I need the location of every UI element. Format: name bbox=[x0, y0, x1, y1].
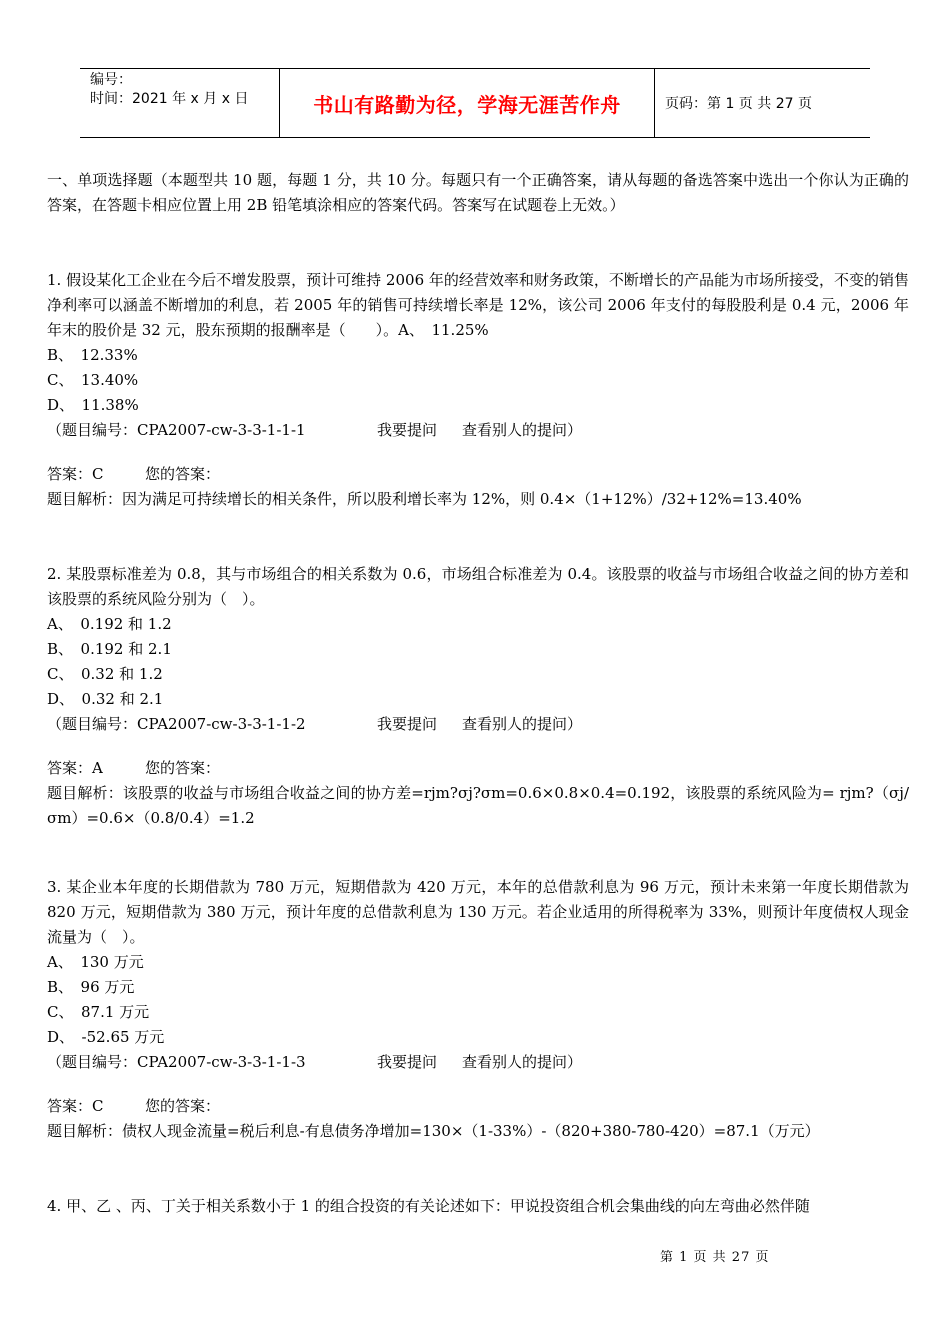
option-d: D、 -52.65 万元 bbox=[47, 1028, 165, 1046]
option-c: C、 13.40% bbox=[47, 371, 139, 389]
page-footer: 第 1 页 共 27 页 bbox=[660, 1250, 770, 1265]
ask-question-link[interactable]: 我要提问 bbox=[377, 421, 438, 439]
answer-line bbox=[47, 462, 909, 487]
your-answer: 您的答案： bbox=[145, 759, 221, 777]
question-stem: 3. 某企业本年度的长期借款为 780 万元，短期借款为 420 万元，本年的总借款利息为 96 万元，预计未来第一年度长期借款为 820 万元，短期借款为 380 万元，预计年度的总借款利息为 130 万元。若企业适用的所得税率为 33%，则预计年度债权人现金流量为（ ）。 bbox=[47, 878, 909, 946]
option-c: C、 0.32 和 1.2 bbox=[47, 665, 163, 683]
question-id: （题目编号：CPA2007-cw-3-3-1-1-1 bbox=[47, 421, 306, 439]
option-b: B、 12.33% bbox=[47, 346, 138, 364]
correct-answer: 答案：C bbox=[47, 1097, 104, 1115]
your-answer: 您的答案： bbox=[145, 465, 221, 483]
header-left-cell bbox=[80, 69, 280, 137]
question-id: （题目编号：CPA2007-cw-3-3-1-1-3 bbox=[47, 1053, 306, 1071]
question-meta bbox=[47, 418, 909, 443]
ask-question-link[interactable]: 我要提问 bbox=[377, 715, 438, 733]
analysis: 题目解析：债权人现金流量=税后利息-有息债务净增加=130×（1-33%）-（820+380-780-420）=87.1（万元） bbox=[47, 1122, 820, 1140]
question-meta bbox=[47, 712, 909, 737]
analysis: 题目解析：因为满足可持续增长的相关条件，所以股利增长率为 12%，则 0.4×（1+12%）/32+12%=13.40% bbox=[47, 490, 802, 508]
option-a: A、 0.192 和 1.2 bbox=[47, 615, 172, 633]
your-answer: 您的答案： bbox=[145, 1097, 221, 1115]
section-intro: 一、单项选择题（本题型共 10 题，每题 1 分，共 10 分。每题只有一个正确答案，请从每题的备选答案中选出一个你认为正确的答案，在答题卡相应位置上用 2B 铅笔填涂相应的答案代码。答案写在试题卷上无效。） bbox=[47, 171, 909, 214]
ask-question-link[interactable]: 我要提问 bbox=[377, 1053, 438, 1071]
motto: 书山有路勤为径，学海无涯苦作舟 bbox=[280, 69, 655, 137]
answer-line bbox=[47, 756, 909, 781]
option-b: B、 0.192 和 2.1 bbox=[47, 640, 172, 658]
page-info: 页码：第 1 页 共 27 页 bbox=[665, 96, 812, 112]
document-body bbox=[47, 168, 909, 1219]
time-label: 时间：2021 年 x 月 x 日 bbox=[90, 91, 249, 107]
question-2 bbox=[47, 562, 909, 831]
number-label: 编号： bbox=[90, 72, 132, 88]
correct-answer: 答案：C bbox=[47, 465, 104, 483]
analysis: 题目解析：该股票的收益与市场组合收益之间的协方差=rjm?σj?σm=0.6×0.8×0.4=0.192，该股票的系统风险为= rjm?（σj/σm）=0.6×（0.8/0.4）=1.2 bbox=[47, 784, 909, 827]
option-b: B、 96 万元 bbox=[47, 978, 135, 996]
question-stem: 2. 某股票标准差为 0.8，其与市场组合的相关系数为 0.6，市场组合标准差为 0.4。该股票的收益与市场组合收益之间的协方差和该股票的系统风险分别为（ ）。 bbox=[47, 565, 909, 608]
question-id: （题目编号：CPA2007-cw-3-3-1-1-2 bbox=[47, 715, 306, 733]
view-questions-link[interactable]: 查看别人的提问） bbox=[462, 715, 583, 733]
document-header bbox=[80, 68, 870, 138]
question-4-start: 4. 甲、乙 、丙、丁关于相关系数小于 1 的组合投资的有关论述如下：甲说投资组合机会集曲线的向左弯曲必然伴随 bbox=[47, 1197, 810, 1215]
option-a: A、 130 万元 bbox=[47, 953, 144, 971]
question-1 bbox=[47, 268, 909, 512]
option-d: D、 11.38% bbox=[47, 396, 139, 414]
question-meta bbox=[47, 1050, 909, 1075]
view-questions-link[interactable]: 查看别人的提问） bbox=[462, 1053, 583, 1071]
answer-line bbox=[47, 1094, 909, 1119]
option-c: C、 87.1 万元 bbox=[47, 1003, 150, 1021]
question-3 bbox=[47, 875, 909, 1144]
question-stem: 1. 假设某化工企业在今后不增发股票，预计可维持 2006 年的经营效率和财务政策，不断增长的产品能为市场所接受，不变的销售净利率可以涵盖不断增加的利息，若 2005 年的销售可持续增长率是 12%，该公司 2006 年支付的每股股利是 0.4 元，2006 年年末的股价是 32 元，股东预期的报酬率是（ ）。A、 11.25% bbox=[47, 271, 909, 339]
option-d: D、 0.32 和 2.1 bbox=[47, 690, 164, 708]
view-questions-link[interactable]: 查看别人的提问） bbox=[462, 421, 583, 439]
correct-answer: 答案：A bbox=[47, 759, 103, 777]
